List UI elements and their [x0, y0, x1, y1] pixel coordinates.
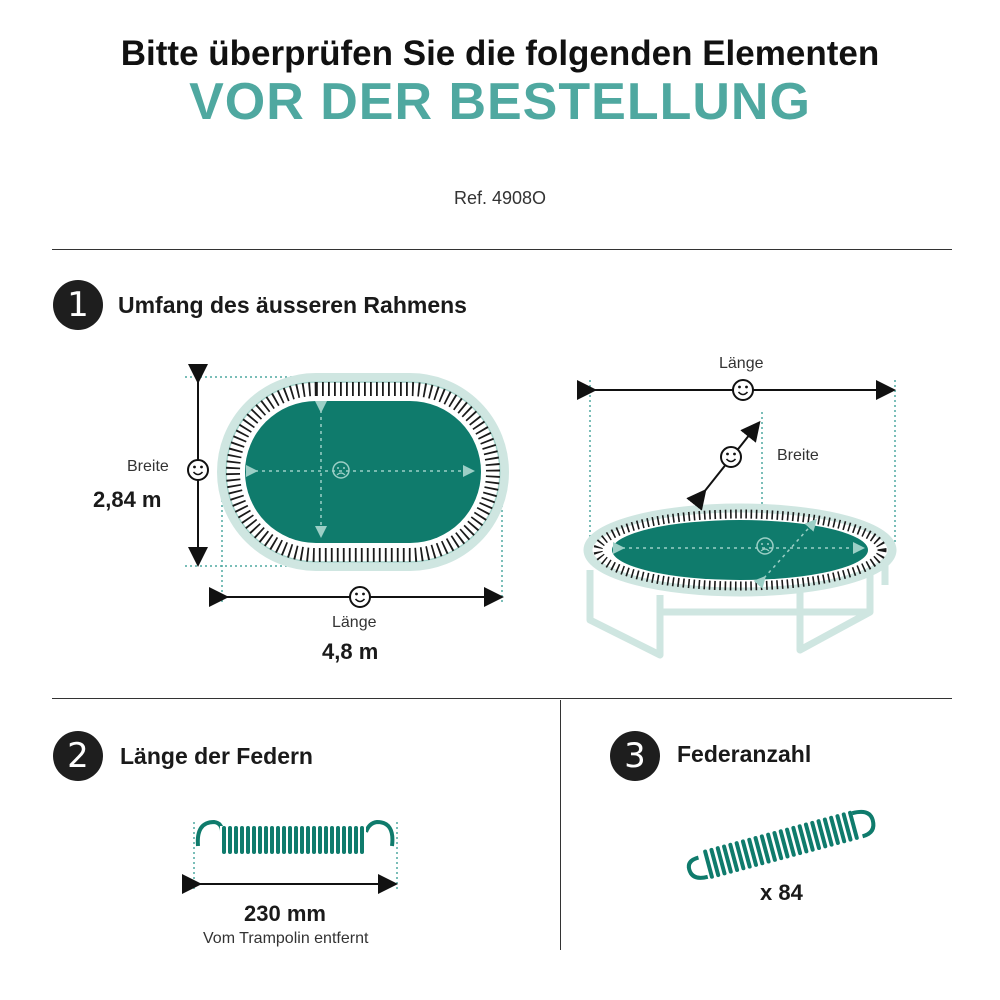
step-number-1: 1 [53, 280, 103, 330]
page-subtitle: VOR DER BESTELLUNG [189, 73, 811, 131]
spring-length-note: Vom Trampolin entfernt [203, 930, 369, 947]
section1-title: Umfang des äusseren Rahmens [118, 292, 467, 318]
spring-length-value: 230 mm [244, 901, 326, 926]
section2-title: Länge der Federn [120, 743, 313, 769]
ref-value: 4908O [491, 188, 547, 208]
length-value: 4,8 m [322, 639, 379, 664]
section3-title: Federanzahl [677, 741, 812, 767]
step-number-2: 2 [53, 731, 103, 781]
ref-label: Ref. [453, 188, 487, 208]
side-width-label: Breite [777, 447, 819, 464]
spring-count: x 84 [760, 880, 803, 905]
width-value: 2,84 m [93, 487, 162, 512]
side-length-label: Länge [719, 355, 764, 372]
page-title: Bitte überprüfen Sie die folgenden Elementen [120, 34, 880, 73]
width-label: Breite [127, 458, 169, 475]
step-number-3: 3 [610, 731, 660, 781]
length-label: Länge [332, 614, 377, 631]
